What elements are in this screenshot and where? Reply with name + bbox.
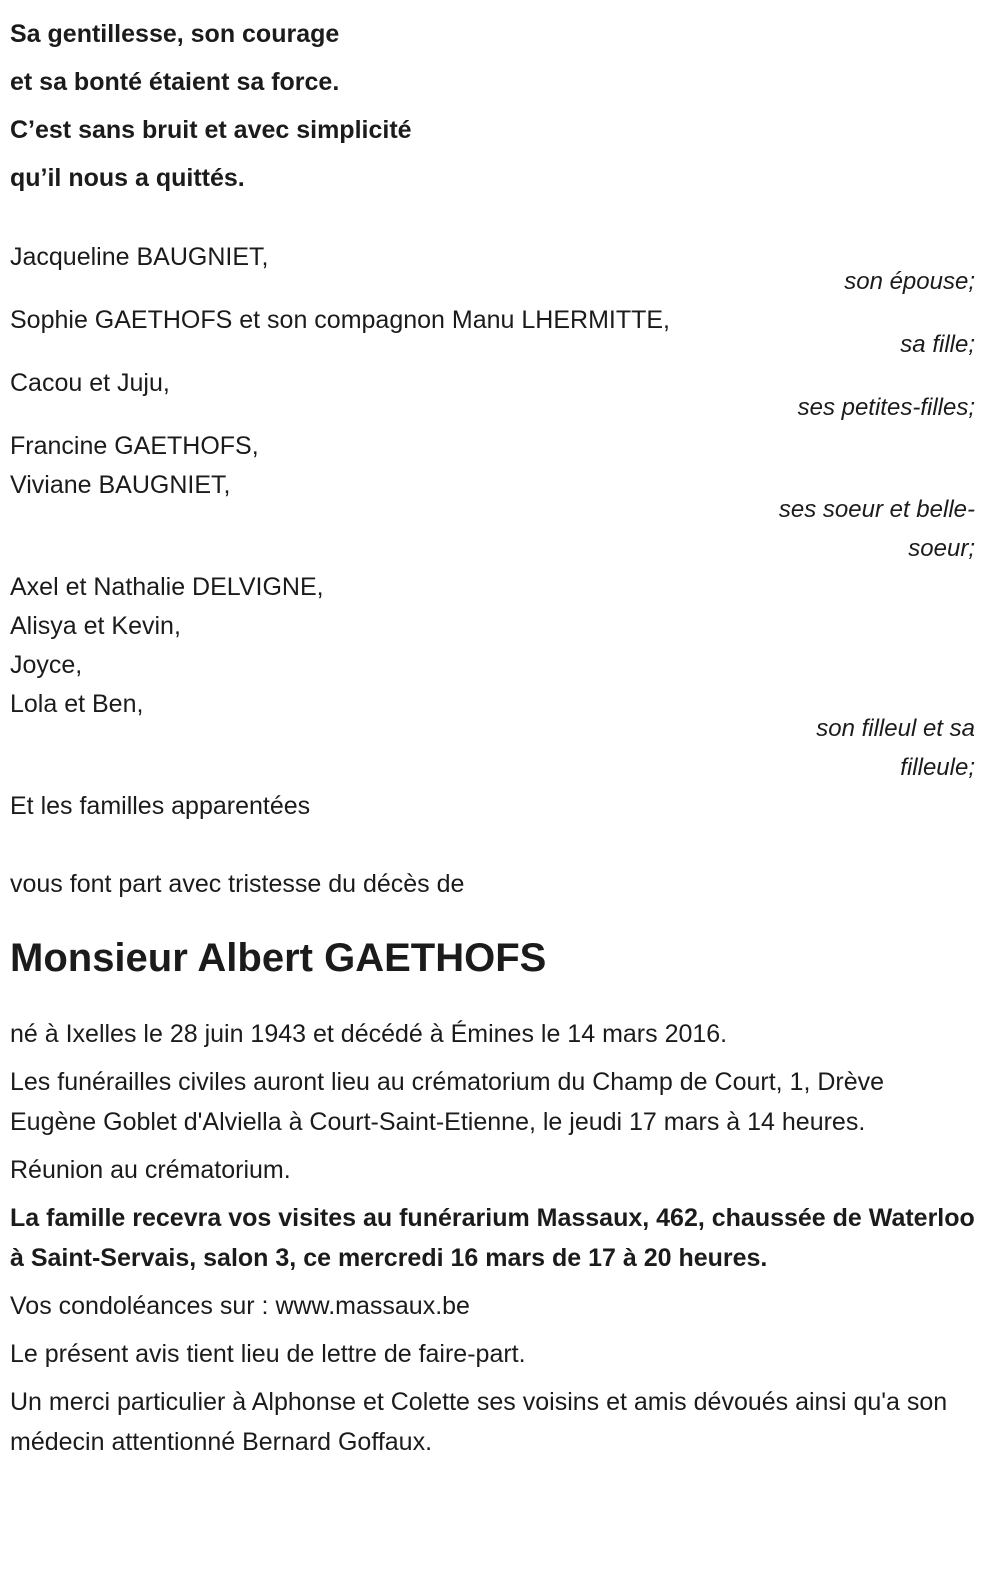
family-relation: soeur; bbox=[908, 535, 975, 562]
paragraph-notice: Le présent avis tient lieu de lettre de faire-part. bbox=[10, 1340, 526, 1368]
announcement-line: vous font part avec tristesse du décès de bbox=[10, 870, 465, 898]
family-name: Cacou et Juju, bbox=[10, 369, 170, 397]
deceased-name-heading: Monsieur Albert GAETHOFS bbox=[10, 936, 547, 980]
family-group-godchildren bbox=[10, 568, 975, 787]
relation-block bbox=[10, 709, 975, 787]
family-name: Et les familles apparentées bbox=[10, 792, 311, 820]
family-name: Jacqueline BAUGNIET, bbox=[10, 243, 269, 271]
paragraph-birth-death: né à Ixelles le 28 juin 1943 et décédé à Émines le 14 mars 2016. bbox=[10, 1020, 728, 1048]
family-name: Joyce, bbox=[10, 651, 83, 679]
paragraph-reunion: Réunion au crématorium. bbox=[10, 1156, 291, 1184]
epigraph-line: Sa gentillesse, son courage bbox=[10, 20, 340, 48]
family-relation: filleule; bbox=[900, 754, 975, 781]
family-group-spouse bbox=[10, 238, 975, 301]
paragraph-funeral: Les funérailles civiles auront lieu au crématorium du Champ de Court, 1, Drève Eugène Goblet d'Alviella à Court-Saint-Etienne, le jeudi 17 mars à 14 heures. bbox=[10, 1068, 885, 1136]
family-relation: son filleul et sa bbox=[816, 715, 975, 742]
epigraph-line: qu’il nous a quittés. bbox=[10, 164, 245, 192]
family-name: Sophie GAETHOFS et son compagnon Manu LHERMITTE, bbox=[10, 306, 670, 334]
family-group-sisters bbox=[10, 427, 975, 568]
family-list bbox=[10, 238, 975, 826]
family-name: Axel et Nathalie DELVIGNE, bbox=[10, 573, 324, 601]
epigraph-line: C’est sans bruit et avec simplicité bbox=[10, 116, 412, 144]
family-relation: ses soeur et belle- bbox=[778, 496, 975, 523]
family-group-daughter bbox=[10, 301, 975, 364]
epigraph-line: et sa bonté étaient sa force. bbox=[10, 68, 340, 96]
family-group-granddaughters bbox=[10, 364, 975, 427]
paragraph-visits: La famille recevra vos visites au funérarium Massaux, 462, chaussée de Waterloo à Saint-Servais, salon 3, ce mercredi 16 mars de 17 à 20 heures. bbox=[10, 1204, 975, 1272]
paragraph-condolences: Vos condoléances sur : www.massaux.be bbox=[10, 1292, 470, 1320]
family-name: Francine GAETHOFS, bbox=[10, 432, 259, 460]
family-group-related-families bbox=[10, 787, 975, 826]
paragraph-thanks: Un merci particulier à Alphonse et Colette ses voisins et amis dévoués ainsi qu'a son médecin attentionné Bernard Goffaux. bbox=[10, 1388, 948, 1456]
family-relation: ses petites-filles; bbox=[797, 394, 975, 421]
family-name: Lola et Ben, bbox=[10, 690, 144, 718]
epigraph bbox=[10, 10, 975, 202]
family-name: Alisya et Kevin, bbox=[10, 612, 181, 640]
family-name: Viviane BAUGNIET, bbox=[10, 471, 231, 499]
family-relation: sa fille; bbox=[900, 331, 975, 358]
family-relation: son épouse; bbox=[844, 268, 975, 295]
